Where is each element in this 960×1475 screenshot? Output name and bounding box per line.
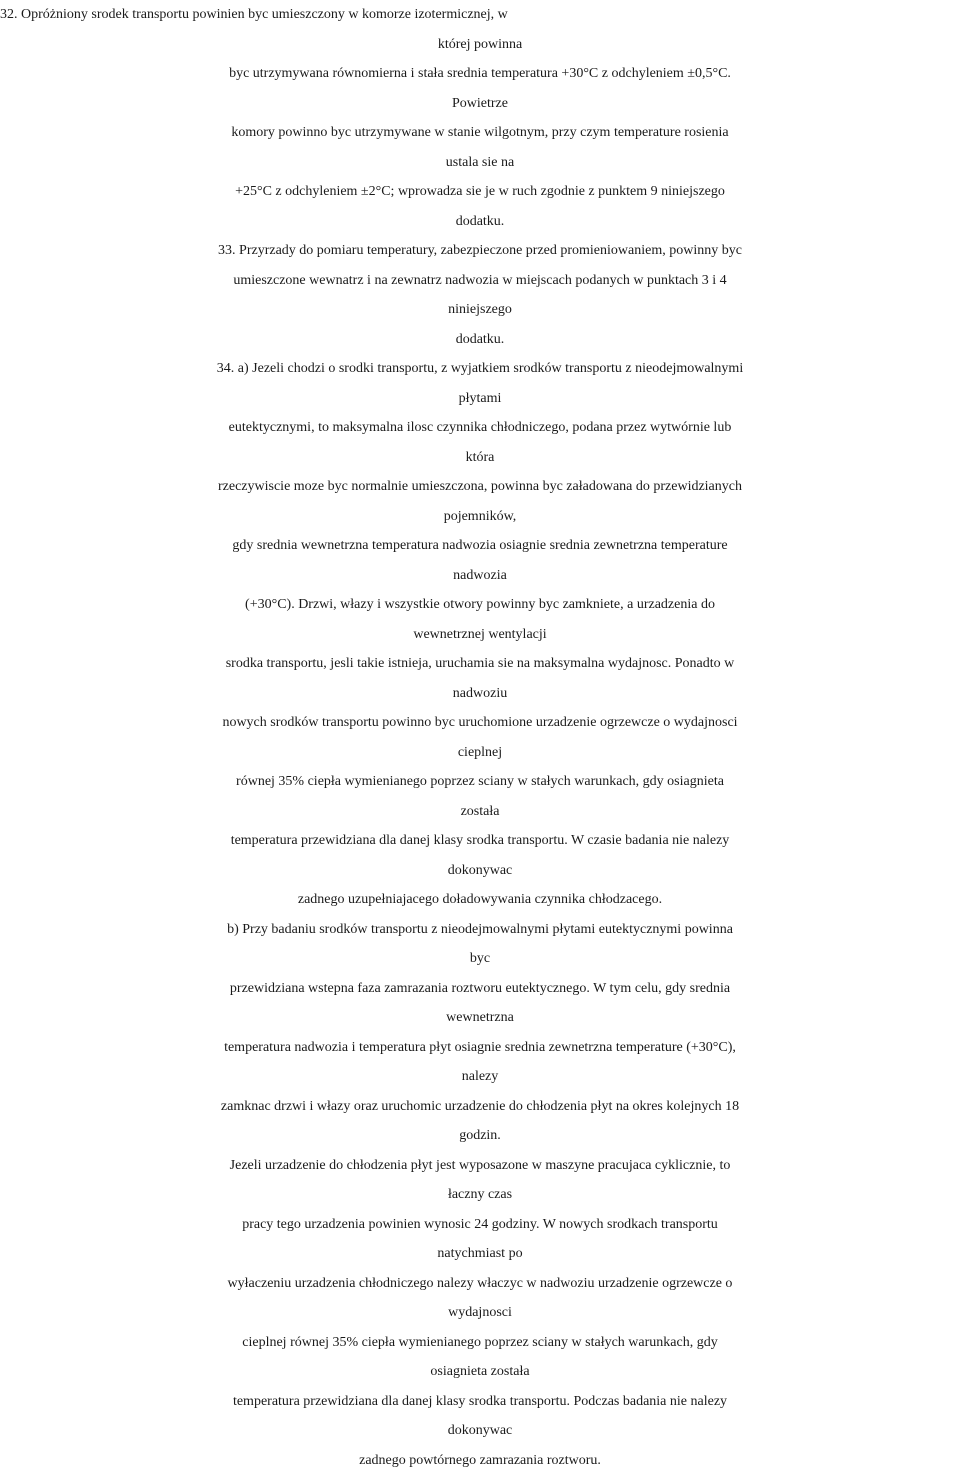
text-line: wyłaczeniu urzadzenia chłodniczego nalezy właczyc w nadwoziu urzadzenie ogrzewcze o: [0, 1269, 960, 1299]
text-line: niniejszego: [0, 295, 960, 325]
text-line: pojemników,: [0, 502, 960, 532]
text-line: +25°C z odchyleniem ±2°C; wprowadza sie je w ruch zgodnie z punktem 9 niniejszego: [0, 177, 960, 207]
text-line: rzeczywiscie moze byc normalnie umieszczona, powinna byc załadowana do przewidzianych: [0, 472, 960, 502]
text-line: cieplnej równej 35% ciepła wymienianego poprzez sciany w stałych warunkach, gdy: [0, 1328, 960, 1358]
text-line: Powietrze: [0, 89, 960, 119]
text-line: równej 35% ciepła wymienianego poprzez sciany w stałych warunkach, gdy osiagnieta: [0, 767, 960, 797]
text-line: temperatura przewidziana dla danej klasy srodka transportu. Podczas badania nie nalezy: [0, 1387, 960, 1417]
text-line: umieszczone wewnatrz i na zewnatrz nadwozia w miejscach podanych w punktach 3 i 4: [0, 266, 960, 296]
text-line: godzin.: [0, 1121, 960, 1151]
text-line: temperatura nadwozia i temperatura płyt osiagnie srednia zewnetrzna temperature (+30°C),: [0, 1033, 960, 1063]
text-line: natychmiast po: [0, 1239, 960, 1269]
text-line: która: [0, 443, 960, 473]
text-line: wewnetrznej wentylacji: [0, 620, 960, 650]
text-line: 33. Przyrzady do pomiaru temperatury, zabezpieczone przed promieniowaniem, powinny byc: [0, 236, 960, 266]
text-line: wewnetrzna: [0, 1003, 960, 1033]
text-line: cieplnej: [0, 738, 960, 768]
text-line: dodatku.: [0, 325, 960, 355]
text-line: dokonywac: [0, 856, 960, 886]
text-line: b) Przy badaniu srodków transportu z nieodejmowalnymi płytami eutektycznymi powinna: [0, 915, 960, 945]
text-line: Jezeli urzadzenie do chłodzenia płyt jest wyposazone w maszyne pracujaca cyklicznie, to: [0, 1151, 960, 1181]
text-line: łaczny czas: [0, 1180, 960, 1210]
text-line: ustala sie na: [0, 148, 960, 178]
text-line: zadnego powtórnego zamrazania roztworu.: [0, 1446, 960, 1475]
text-line: gdy srednia wewnetrzna temperatura nadwozia osiagnie srednia zewnetrzna temperature: [0, 531, 960, 561]
text-line: eutektycznymi, to maksymalna ilosc czynnika chłodniczego, podana przez wytwórnie lub: [0, 413, 960, 443]
text-line: temperatura przewidziana dla danej klasy srodka transportu. W czasie badania nie nalezy: [0, 826, 960, 856]
text-line: wydajnosci: [0, 1298, 960, 1328]
text-line: byc: [0, 944, 960, 974]
text-line: zadnego uzupełniajacego doładowywania czynnika chłodzacego.: [0, 885, 960, 915]
text-line: nowych srodków transportu powinno byc uruchomione urzadzenie ogrzewcze o wydajnosci: [0, 708, 960, 738]
text-line: dokonywac: [0, 1416, 960, 1446]
text-line: (+30°C). Drzwi, włazy i wszystkie otwory powinny byc zamkniete, a urzadzenia do: [0, 590, 960, 620]
text-line: komory powinno byc utrzymywane w stanie wilgotnym, przy czym temperature rosienia: [0, 118, 960, 148]
text-line: dodatku.: [0, 207, 960, 237]
text-line: nadwozia: [0, 561, 960, 591]
text-line: 32. Opróżniony srodek transportu powinien byc umieszczony w komorze izotermicznej, w: [0, 0, 960, 30]
text-line: srodka transportu, jesli takie istnieja, uruchamia sie na maksymalna wydajnosc. Ponadto w: [0, 649, 960, 679]
text-line: byc utrzymywana równomierna i stała srednia temperatura +30°C z odchyleniem ±0,5°C.: [0, 59, 960, 89]
text-line: nalezy: [0, 1062, 960, 1092]
text-line: 34. a) Jezeli chodzi o srodki transportu, z wyjatkiem srodków transportu z nieodejmowalnymi: [0, 354, 960, 384]
text-line: płytami: [0, 384, 960, 414]
text-line: przewidziana wstepna faza zamrazania roztworu eutektycznego. W tym celu, gdy srednia: [0, 974, 960, 1004]
text-line: której powinna: [0, 30, 960, 60]
text-line: osiagnieta została: [0, 1357, 960, 1387]
text-line: zamknac drzwi i włazy oraz uruchomic urzadzenie do chłodzenia płyt na okres kolejnych 18: [0, 1092, 960, 1122]
text-line: pracy tego urzadzenia powinien wynosic 24 godziny. W nowych srodkach transportu: [0, 1210, 960, 1240]
text-line: została: [0, 797, 960, 827]
text-line: nadwoziu: [0, 679, 960, 709]
